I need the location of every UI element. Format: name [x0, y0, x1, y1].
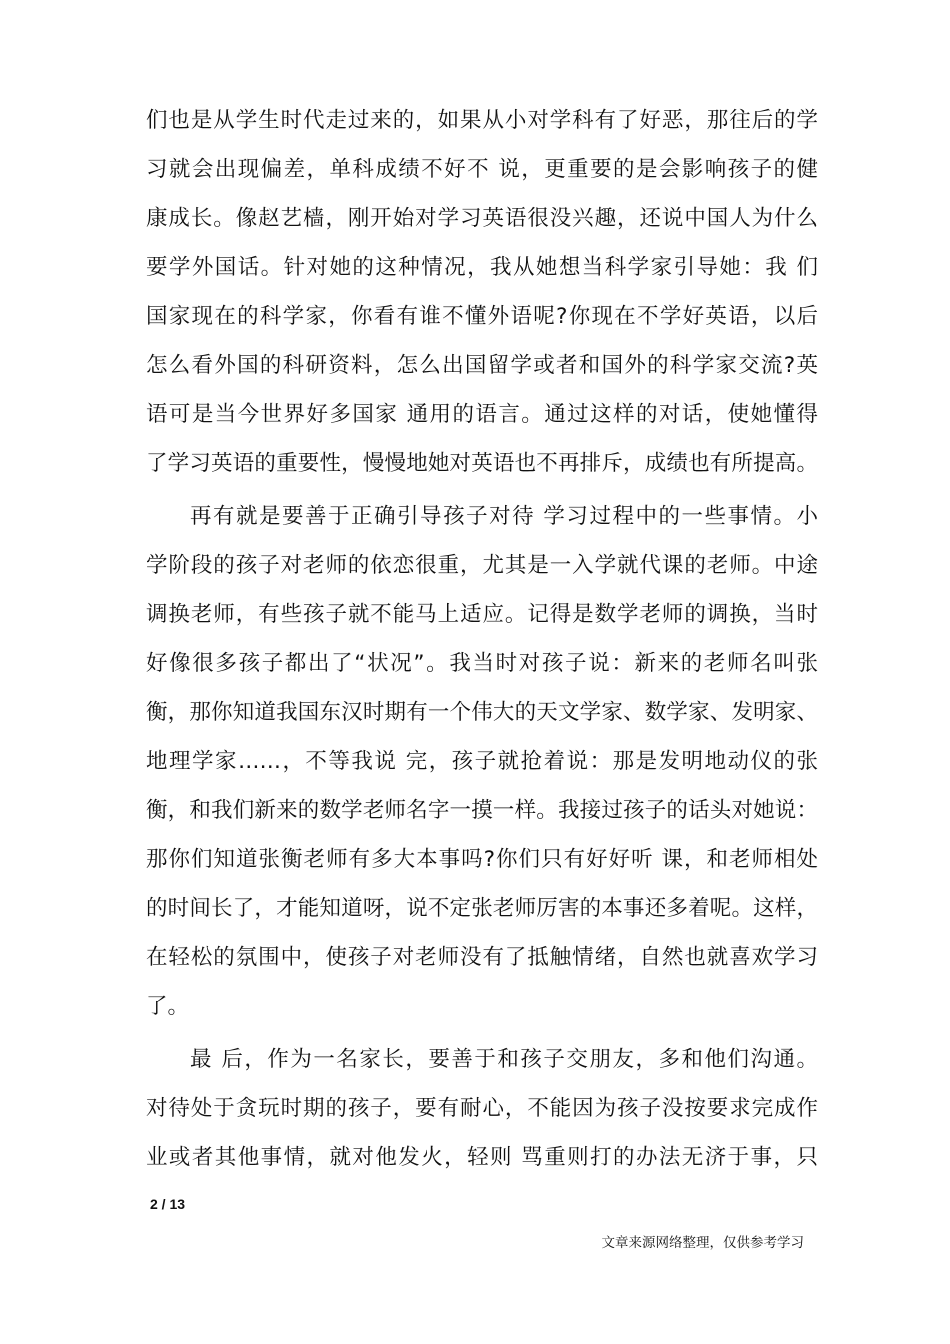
text-line: 最 后，作为一名家长，要善于和孩子交朋友，多和他们沟通。 [190, 1047, 818, 1072]
text-line: 对待处于贪玩时期的孩子，要有耐心，不能因为孩子没按要求完成作 [146, 1096, 818, 1121]
text-line: 再有就是要善于正确引导孩子对待 学习过程中的一些事情。小 [190, 504, 818, 529]
text-line: 了。 [146, 994, 190, 1019]
text-line: 业或者其他事情，就对他发火，轻则 骂重则打的办法无济于事，只 [146, 1145, 818, 1170]
text-line: 的时间长了，才能知道呀，说不定张老师厉害的本事还多着呢。这样， [146, 896, 818, 921]
page-number: 2 / 13 [150, 1196, 186, 1212]
text-line: 学阶段的孩子对老师的依恋很重，尤其是一入学就代课的老师。中途 [146, 553, 818, 578]
text-line: 语可是当今世界好多国家 通用的语言。通过这样的对话，使她懂得 [146, 402, 818, 427]
text-line: 国家现在的科学家，你看有谁不懂外语呢?你现在不学好英语，以后 [146, 304, 818, 329]
text-line: 衡，和我们新来的数学老师名字一摸一样。我接过孩子的话头对她说： [146, 798, 818, 823]
text-line: 习就会出现偏差，单科成绩不好不 说，更重要的是会影响孩子的健 [146, 157, 818, 182]
footer-note: 文章来源网络整理，仅供参考学习 [601, 1235, 804, 1251]
text-line: 调换老师，有些孩子就不能马上适应。记得是数学老师的调换，当时 [146, 602, 818, 627]
text-line: 那你们知道张衡老师有多大本事吗?你们只有好好听 课，和老师相处 [146, 847, 818, 872]
text-line: 怎么看外国的科研资料，怎么出国留学或者和国外的科学家交流?英 [146, 353, 818, 378]
text-line: 在轻松的氛围中，使孩子对老师没有了抵触情绪，自然也就喜欢学习 [146, 945, 818, 970]
text-line: 地理学家……，不等我说 完，孩子就抢着说：那是发明地动仪的张 [146, 749, 818, 774]
text-line: 康成长。像赵艺樯，刚开始对学习英语很没兴趣，还说中国人为什么 [146, 206, 818, 231]
text-line: 好像很多孩子都出了“状况”。我当时对孩子说：新来的老师名叫张 [146, 651, 818, 676]
text-line: 了学习英语的重要性，慢慢地她对英语也不再排斥，成绩也有所提高。 [146, 451, 818, 476]
text-line: 要学外国话。针对她的这种情况，我从她想当科学家引导她：我 们 [146, 255, 818, 280]
text-line: 们也是从学生时代走过来的，如果从小对学科有了好恶，那往后的学 [146, 108, 818, 133]
text-line: 衡，那你知道我国东汉时期有一个伟大的天文学家、数学家、发明家、 [146, 700, 818, 725]
